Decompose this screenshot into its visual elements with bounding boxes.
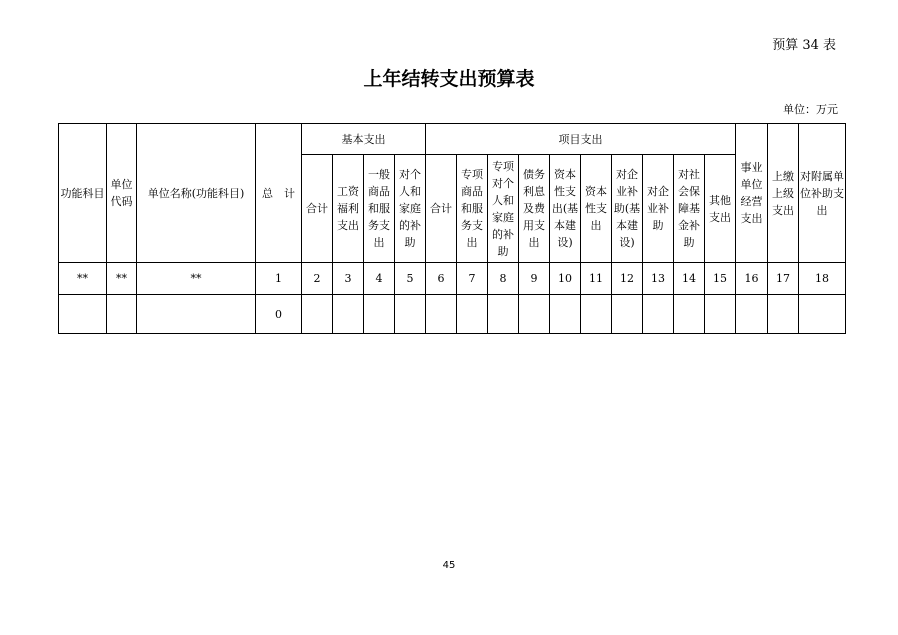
header-func-subject: 功能科目 <box>59 124 107 263</box>
header-basic-col: 对个人和家庭的补助 <box>395 155 426 263</box>
header-basic-col: 一般商品和服务支出 <box>364 155 395 263</box>
code-cell: 2 <box>302 263 333 295</box>
code-cell: 14 <box>674 263 705 295</box>
code-cell: 13 <box>643 263 674 295</box>
code-cell: 11 <box>581 263 612 295</box>
header-project-col: 债务利息及费用支出 <box>519 155 550 263</box>
code-cell: ** <box>107 263 137 295</box>
data-cell <box>302 295 333 334</box>
header-unit-code: 单位代码 <box>107 124 137 263</box>
header-project-group: 项目支出 <box>426 124 736 155</box>
header-unit-name: 单位名称(功能科目) <box>137 124 256 263</box>
code-cell: 10 <box>550 263 581 295</box>
code-cell: 17 <box>768 263 799 295</box>
code-cell: 18 <box>799 263 846 295</box>
data-cell <box>674 295 705 334</box>
code-cell: ** <box>59 263 107 295</box>
header-basic-group: 基本支出 <box>302 124 426 155</box>
data-cell <box>488 295 519 334</box>
data-cell <box>643 295 674 334</box>
code-cell: 9 <box>519 263 550 295</box>
budget-table <box>58 123 846 334</box>
header-basic-col: 合计 <box>302 155 333 263</box>
code-cell: 12 <box>612 263 643 295</box>
code-cell: 6 <box>426 263 457 295</box>
data-cell <box>137 295 256 334</box>
data-cell <box>768 295 799 334</box>
code-cell: 1 <box>256 263 302 295</box>
header-basic-col: 工资福利支出 <box>333 155 364 263</box>
header-project-col: 其他支出 <box>705 155 736 263</box>
header-project-col: 专项商品和服务支出 <box>457 155 488 263</box>
table-number: 预算 34 表 <box>772 38 836 53</box>
code-cell: 4 <box>364 263 395 295</box>
code-cell: 3 <box>333 263 364 295</box>
unit-label: 单位：万元 <box>783 103 838 116</box>
data-cell <box>519 295 550 334</box>
header-project-col: 对社会保障基金补助 <box>674 155 705 263</box>
code-cell: 5 <box>395 263 426 295</box>
header-project-col: 对企业补助 <box>643 155 674 263</box>
page-number: 45 <box>442 560 456 571</box>
data-cell <box>736 295 768 334</box>
page-title: 上年结转支出预算表 <box>363 68 535 90</box>
data-cell <box>59 295 107 334</box>
data-cell <box>333 295 364 334</box>
header-project-col: 资本性支出 <box>581 155 612 263</box>
data-cell <box>426 295 457 334</box>
data-cell: 0 <box>256 295 302 334</box>
data-cell <box>395 295 426 334</box>
header-project-col: 合计 <box>426 155 457 263</box>
header-project-col: 专项对个人和家庭的补助 <box>488 155 519 263</box>
header-enterprise: 事业单位经营支出 <box>736 124 768 263</box>
code-cell: 7 <box>457 263 488 295</box>
code-cell: 8 <box>488 263 519 295</box>
header-project-col: 资本性支出(基本建设) <box>550 155 581 263</box>
header-project-col: 对企业补助(基本建设) <box>612 155 643 263</box>
code-cell: 16 <box>736 263 768 295</box>
data-cell <box>705 295 736 334</box>
data-cell <box>799 295 846 334</box>
data-cell <box>364 295 395 334</box>
code-cell: ** <box>137 263 256 295</box>
data-cell <box>612 295 643 334</box>
data-cell <box>581 295 612 334</box>
header-remit: 上缴上级支出 <box>768 124 799 263</box>
code-cell: 15 <box>705 263 736 295</box>
data-cell <box>457 295 488 334</box>
header-total: 总 计 <box>256 124 302 263</box>
data-cell <box>107 295 137 334</box>
header-subsidiary: 对附属单位补助支出 <box>799 124 846 263</box>
data-cell <box>550 295 581 334</box>
